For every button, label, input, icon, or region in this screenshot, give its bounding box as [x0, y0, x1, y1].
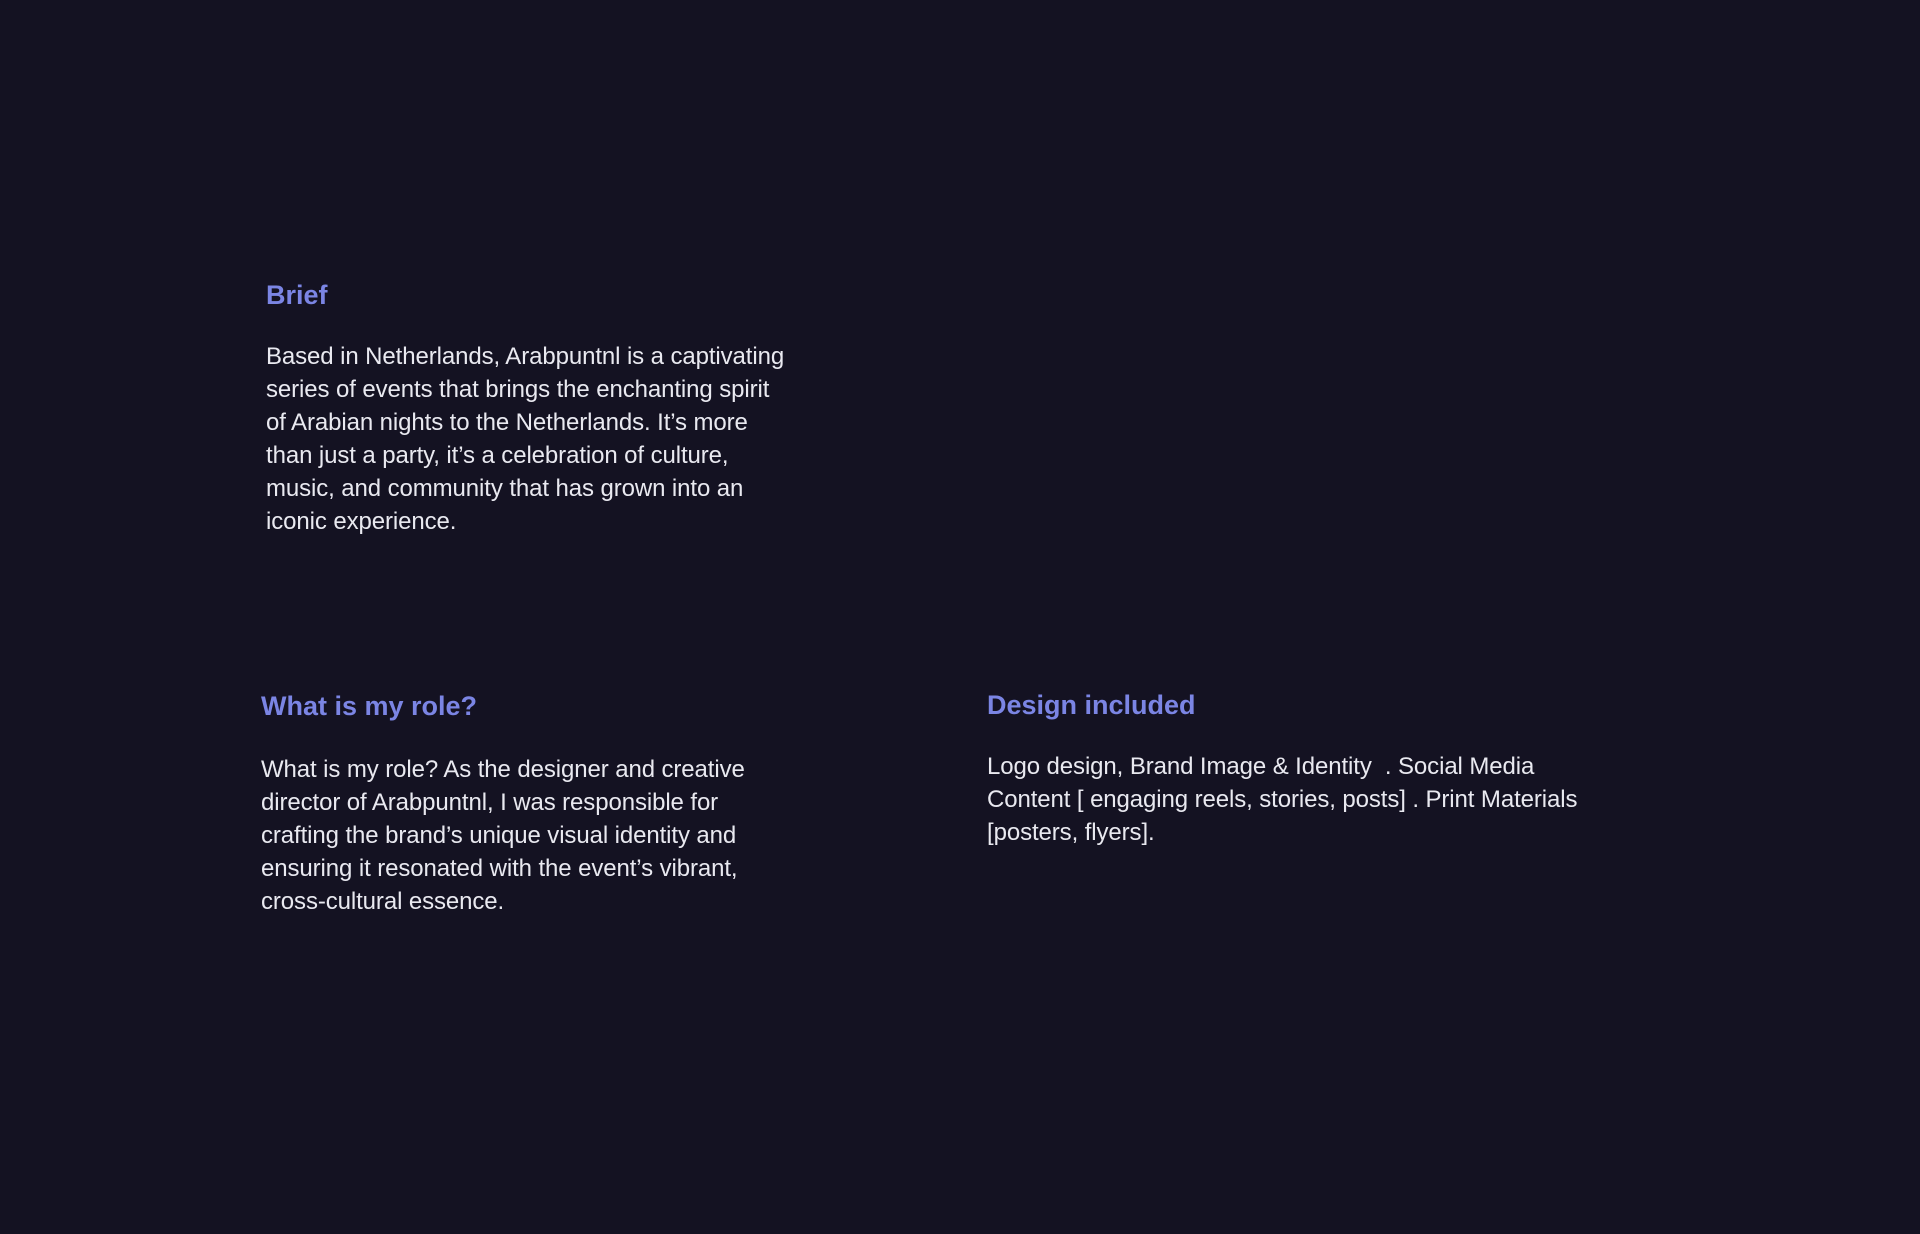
brief-line: iconic experience. — [266, 508, 457, 535]
role-line: cross-cultural essence. — [261, 888, 505, 915]
role-paragraph — [261, 753, 841, 918]
brief-line: series of events that brings the enchanting spirit — [266, 376, 770, 403]
brief-line: Based in Netherlands, Arabpuntnl is a captivating — [266, 343, 785, 370]
design-included-line: Logo design, Brand Image & Identity . Social Media — [987, 753, 1535, 780]
design-included-line: [posters, flyers]. — [987, 819, 1155, 846]
brief-line: music, and community that has grown into an — [266, 475, 744, 502]
role-line: director of Arabpuntnl, I was responsible for — [261, 789, 719, 816]
brief-line: than just a party, it’s a celebration of culture, — [266, 442, 729, 469]
role-line: crafting the brand’s unique visual identity and — [261, 822, 737, 849]
brief-section — [266, 279, 846, 538]
role-heading: What is my role? — [261, 691, 478, 721]
brief-paragraph — [266, 340, 846, 538]
role-line: What is my role? As the designer and creative — [261, 756, 745, 783]
role-section — [261, 690, 841, 918]
design-included-line: Content [ engaging reels, stories, posts] . Print Materials — [987, 786, 1578, 813]
design-included-paragraph — [987, 750, 1647, 849]
design-included-section — [987, 689, 1647, 849]
design-included-heading: Design included — [987, 690, 1196, 720]
brief-line: of Arabian nights to the Netherlands. It’s more — [266, 409, 748, 436]
brief-heading: Brief — [266, 280, 328, 310]
role-line: ensuring it resonated with the event’s vibrant, — [261, 855, 738, 882]
